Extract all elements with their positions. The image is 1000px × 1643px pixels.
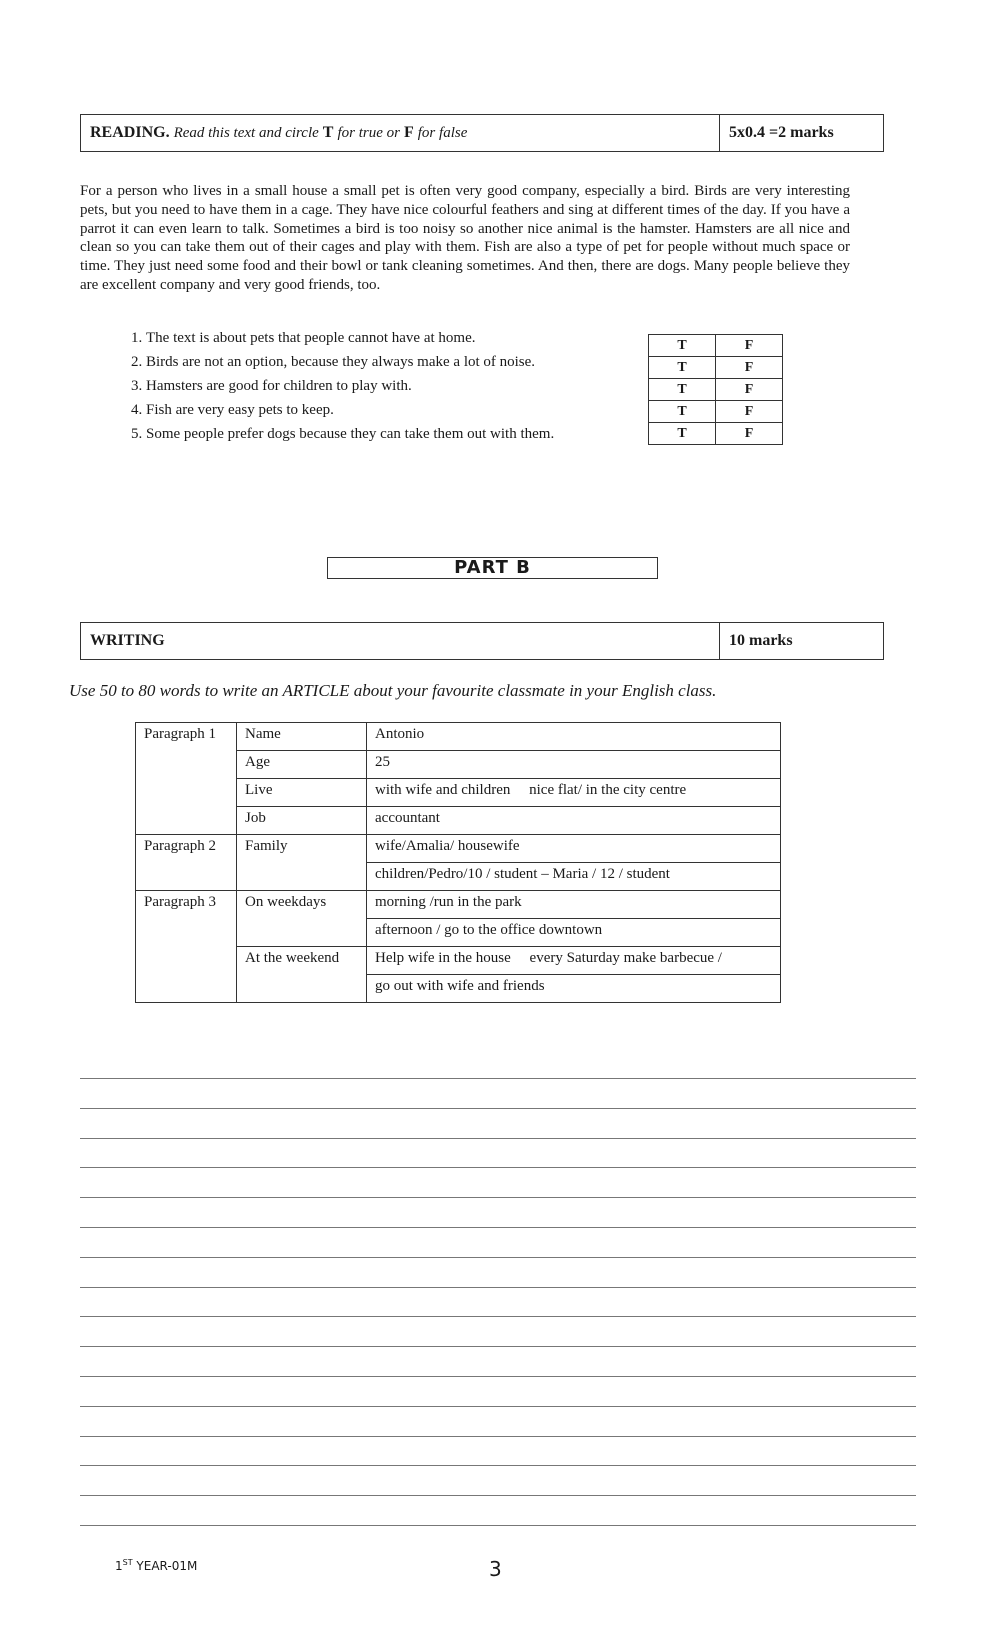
true-option[interactable]: T <box>649 357 716 379</box>
reading-instruction-mid: for true or <box>337 125 400 141</box>
empty-cell <box>136 807 237 835</box>
paragraph-3-label: Paragraph 3 <box>136 891 237 919</box>
true-option[interactable]: T <box>649 401 716 423</box>
empty-cell <box>237 919 367 947</box>
planning-table <box>135 722 781 1003</box>
empty-cell <box>136 947 237 975</box>
reading-instruction-pre: Read this text and circle <box>173 125 319 141</box>
writing-line[interactable] <box>80 1376 916 1377</box>
footer-code-suffix: YEAR-01M <box>132 1559 198 1573</box>
empty-cell <box>136 919 237 947</box>
reading-passage: For a person who lives in a small house a small pet is often very good company, especially a bird. Birds are very interesting pets, but you need to have them in a cage. They have nice colourful feathers and sing at different times of the day. If you have a parrot it can even learn to talk. Sometimes a bird is too noisy so another nice animal is the hamster. Hamsters are all nice and clean so you can take them out of their cages and play with them. Fish are also a type of pet for people without much space or time. They just need some food and their bowl or tank cleaning sometimes. And then, there are dogs. Many people believe they are excellent company and very good friends, too. <box>80 183 850 293</box>
true-option[interactable]: T <box>649 423 716 445</box>
question-item: 5. Some people prefer dogs because they can take them out with them. <box>146 422 636 446</box>
writing-line[interactable] <box>80 1138 916 1139</box>
empty-cell <box>136 751 237 779</box>
writing-line[interactable] <box>80 1257 916 1258</box>
writing-instruction: Use 50 to 80 words to write an ARTICLE about your favourite classmate in your English class. <box>69 681 717 700</box>
family-value: wife/Amalia/ housewife <box>367 835 781 863</box>
footer-code-prefix: 1 <box>115 1559 123 1573</box>
name-label: Name <box>237 723 367 751</box>
false-option[interactable]: F <box>716 401 783 423</box>
false-option[interactable]: F <box>716 357 783 379</box>
writing-line[interactable] <box>80 1287 916 1288</box>
question-item: 2. Birds are not an option, because they always make a lot of noise. <box>146 350 636 374</box>
question-item: 3. Hamsters are good for children to play with. <box>146 374 636 398</box>
f-letter: F <box>403 124 414 141</box>
footer-code-sup: ST <box>122 1558 133 1567</box>
weekend-value: go out with wife and friends <box>367 975 781 1003</box>
live-label: Live <box>237 779 367 807</box>
job-label: Job <box>237 807 367 835</box>
reading-marks: 5x0.4 =2 marks <box>729 124 834 141</box>
question-item: 1. The text is about pets that people cannot have at home. <box>146 326 636 350</box>
true-option[interactable]: T <box>649 379 716 401</box>
writing-line[interactable] <box>80 1078 916 1079</box>
reading-instruction <box>81 115 720 151</box>
part-b-heading: PART B <box>327 557 658 579</box>
age-value: 25 <box>367 751 781 779</box>
writing-line[interactable] <box>80 1436 916 1437</box>
footer-code <box>115 1558 197 1573</box>
empty-cell <box>237 975 367 1003</box>
empty-cell <box>136 863 237 891</box>
page-number: 3 <box>489 1557 502 1581</box>
writing-line[interactable] <box>80 1346 916 1347</box>
writing-line[interactable] <box>80 1465 916 1466</box>
age-label: Age <box>237 751 367 779</box>
true-false-table <box>648 334 783 445</box>
empty-cell <box>237 863 367 891</box>
question-list <box>100 326 636 446</box>
writing-line[interactable] <box>80 1197 916 1198</box>
weekdays-label: On weekdays <box>237 891 367 919</box>
writing-line[interactable] <box>80 1406 916 1407</box>
writing-title <box>81 623 720 659</box>
t-letter: T <box>322 124 334 141</box>
job-value: accountant <box>367 807 781 835</box>
weekdays-value: afternoon / go to the office downtown <box>367 919 781 947</box>
weekdays-value: morning /run in the park <box>367 891 781 919</box>
writing-line[interactable] <box>80 1316 916 1317</box>
false-option[interactable]: F <box>716 423 783 445</box>
paragraph-2-label: Paragraph 2 <box>136 835 237 863</box>
family-label: Family <box>237 835 367 863</box>
family-value: children/Pedro/10 / student – Maria / 12 / student <box>367 863 781 891</box>
true-option[interactable]: T <box>649 335 716 357</box>
writing-line[interactable] <box>80 1525 916 1526</box>
false-option[interactable]: F <box>716 379 783 401</box>
question-item: 4. Fish are very easy pets to keep. <box>146 398 636 422</box>
writing-title-text: WRITING <box>90 632 165 649</box>
writing-line[interactable] <box>80 1167 916 1168</box>
empty-cell <box>136 779 237 807</box>
writing-header-box <box>80 622 884 660</box>
writing-line[interactable] <box>80 1108 916 1109</box>
name-value: Antonio <box>367 723 781 751</box>
writing-marks: 10 marks <box>729 632 793 649</box>
reading-title: READING. <box>90 124 170 141</box>
writing-line[interactable] <box>80 1495 916 1496</box>
false-option[interactable]: F <box>716 335 783 357</box>
reading-header-box <box>80 114 884 152</box>
reading-instruction-post: for false <box>417 125 468 141</box>
empty-cell <box>136 975 237 1003</box>
weekend-value: Help wife in the house every Saturday make barbecue / <box>367 947 781 975</box>
live-value: with wife and children nice flat/ in the city centre <box>367 779 781 807</box>
weekend-label: At the weekend <box>237 947 367 975</box>
paragraph-1-label: Paragraph 1 <box>136 723 237 751</box>
writing-line[interactable] <box>80 1227 916 1228</box>
